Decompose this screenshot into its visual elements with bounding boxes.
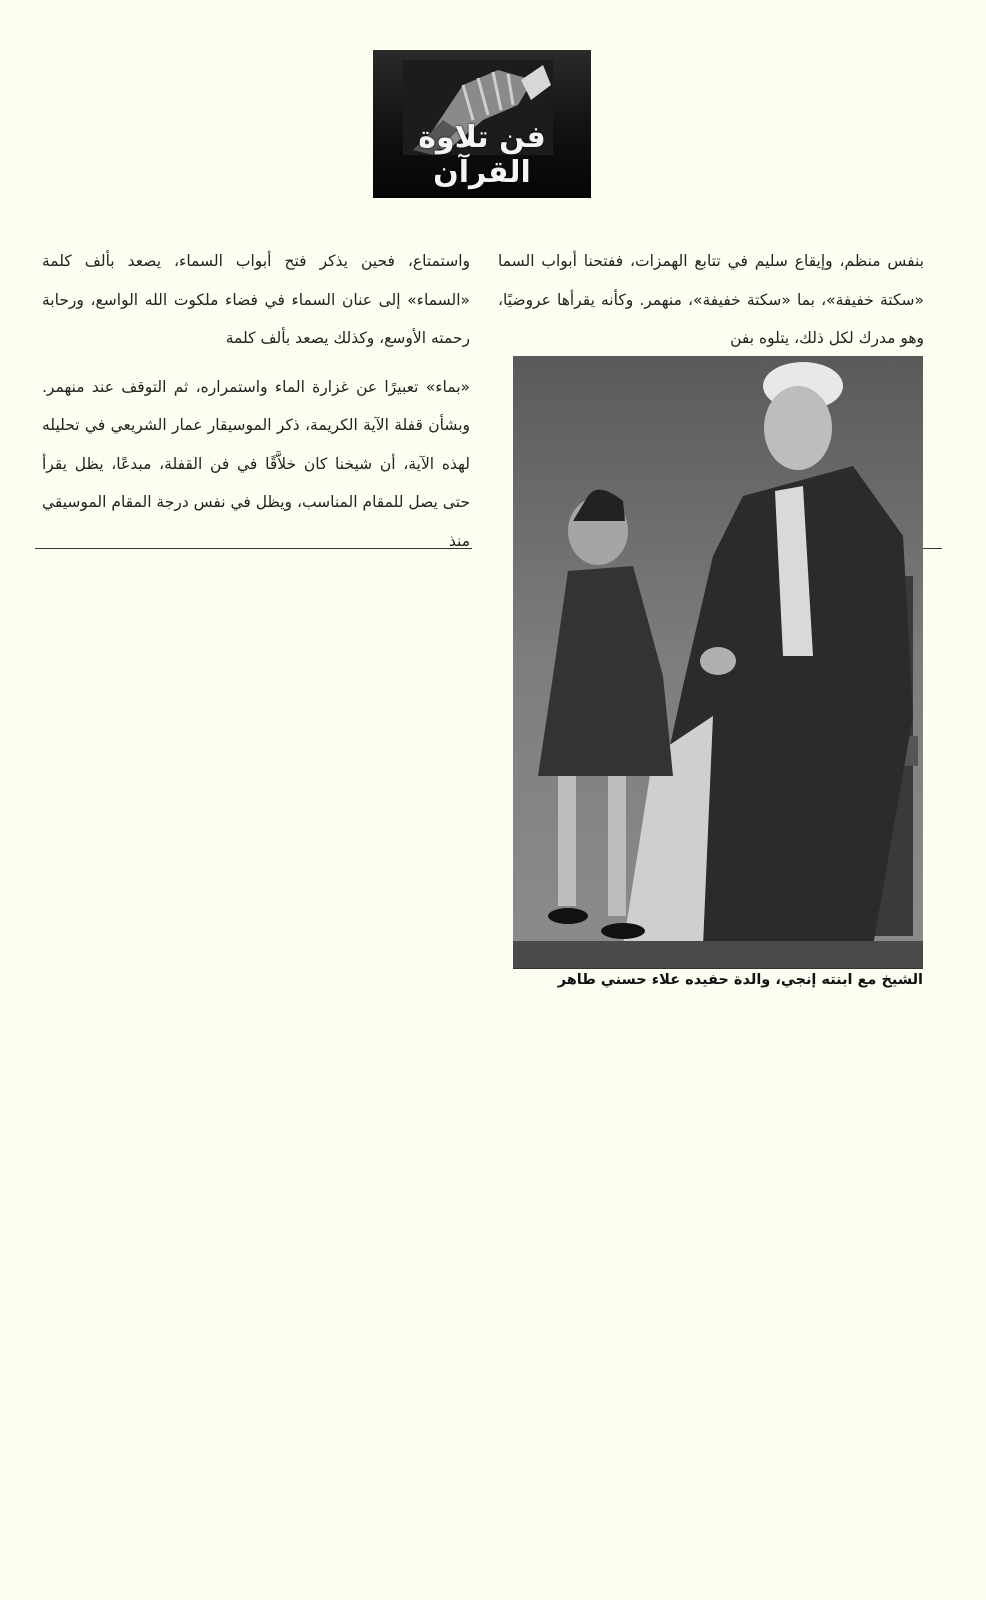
article-column-left [42, 242, 470, 560]
sheikh-with-daughter-photo [513, 356, 923, 968]
column-divider [35, 548, 472, 549]
caption-rule [513, 968, 923, 969]
article-paragraph: بنفس منظم، وإيقاع سليم في تتابع الهمزات، ففتحنا أبواب السما «سكتة خفيفة»، بما «سكتة خفيفة»، منهمر. وكأنه يقرأها عروضيًا، وهو مدرك لكل ذلك، يتلوه بفن [498, 252, 924, 347]
banner-title: فن تلاوة القرآن [418, 120, 546, 190]
article-column-right [498, 242, 924, 358]
photo-caption: الشيخ مع ابنته إنجي، والدة حفيده علاء حسني طاهر [557, 972, 923, 988]
article-paragraph: «بماء» تعبيرًا عن غزارة الماء واستمراره، ثم التوقف عند منهمر. وبشأن قفلة الآية الكريمة، ذكر الموسيقار عمار الشريعي في تحليله لهذه الآية، أن شيخنا كان خلاَّقًا في فن القفلة، مبدعًا، يظل يقرأ حتى يصل للمقام المناسب، ويظل في نفس درجة المقام الموسيقي منذ [42, 377, 470, 550]
photo-illustration [513, 356, 923, 968]
article-paragraph: واستمتاع، فحين يذكر فتح أبواب السماء، يصعد بألف كلمة «السماء» إلى عنان السماء في فضاء ملكوت الله الواسع، ورحابة رحمته الأوسع، وكذلك يصعد بألف كلمة [42, 252, 470, 347]
column-divider [922, 548, 942, 549]
section-banner [373, 50, 591, 198]
